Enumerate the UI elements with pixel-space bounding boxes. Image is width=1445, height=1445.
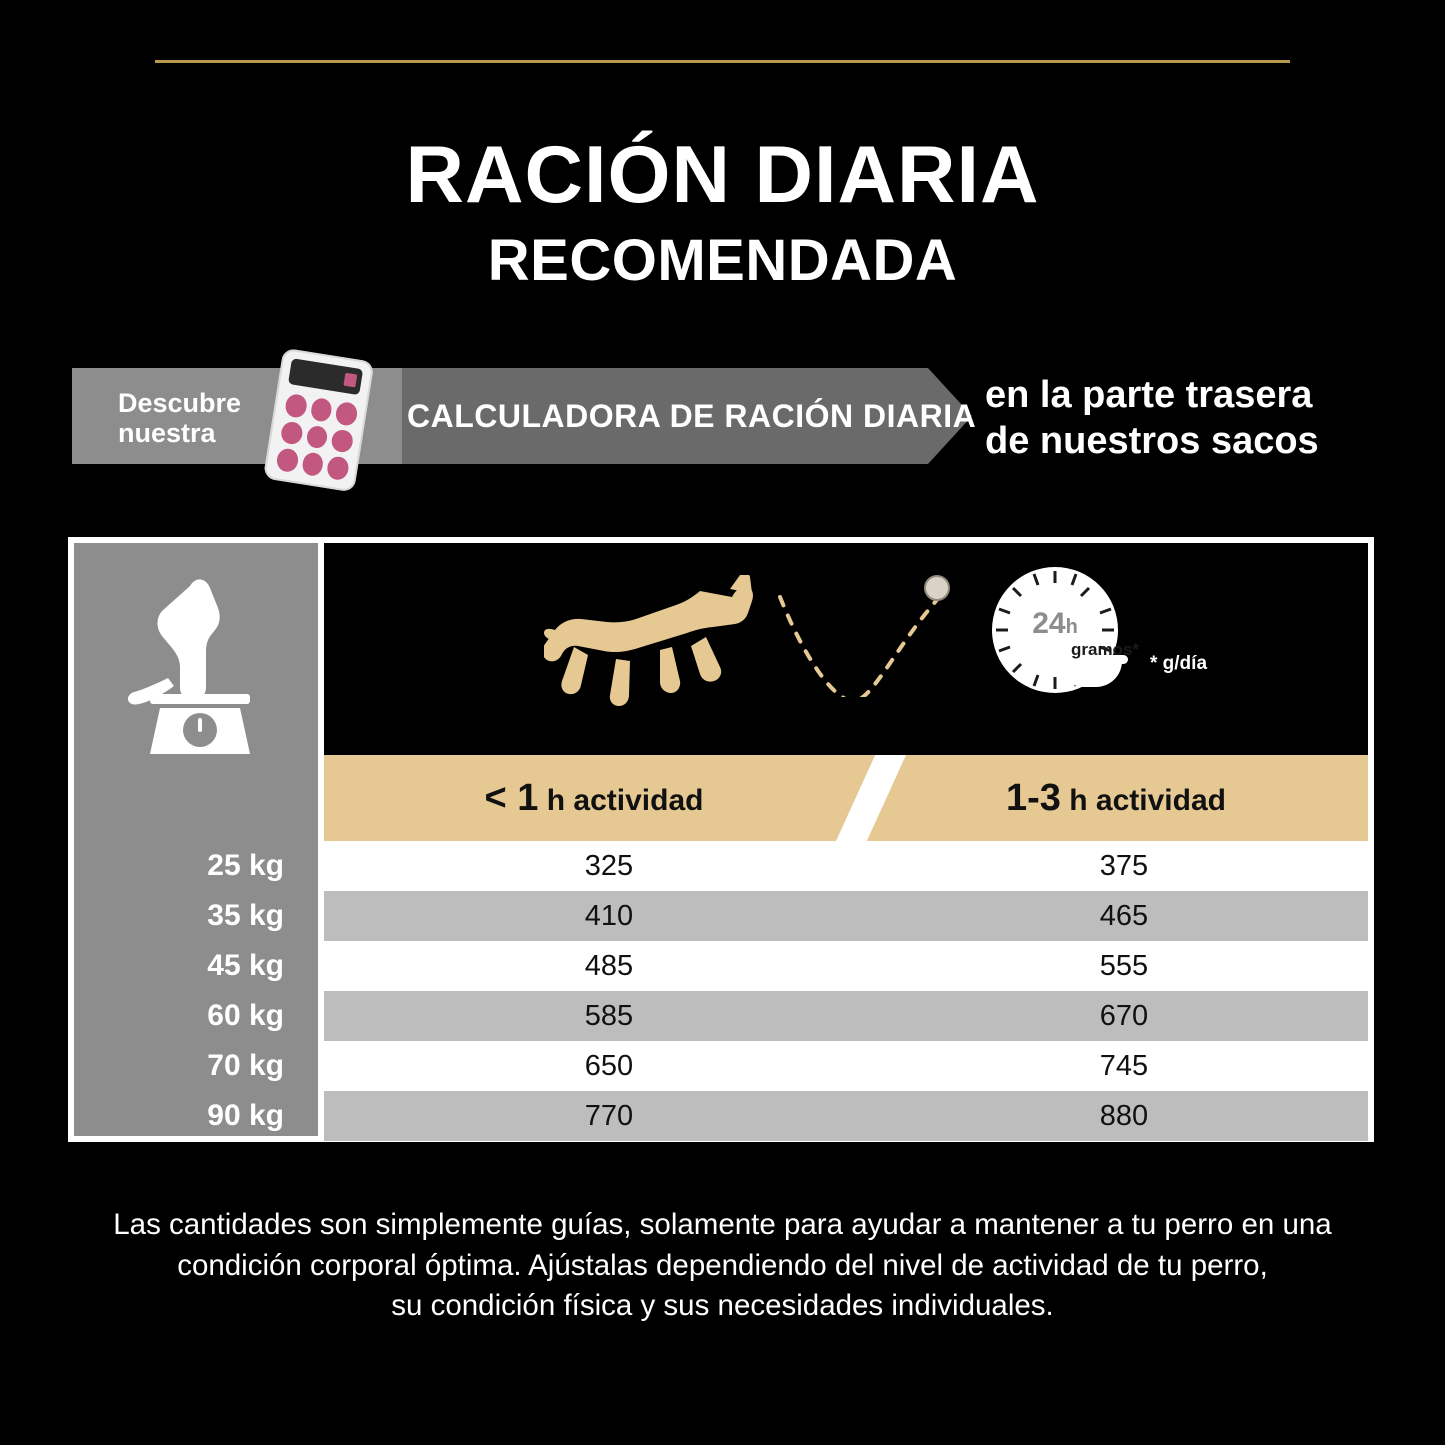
weight-cell: 35 kg	[207, 899, 284, 932]
activity-header-high-value: 1-3	[1006, 777, 1061, 819]
banner-side-note-line1: en la parte trasera	[985, 374, 1313, 416]
dog-on-scale-icon	[120, 568, 280, 768]
weight-cell: 90 kg	[207, 1099, 284, 1132]
calculator-key	[305, 424, 329, 450]
calculator-key	[280, 420, 304, 446]
calculator-key	[335, 401, 359, 427]
table-row	[324, 1041, 1368, 1091]
clock-label	[992, 607, 1118, 641]
feeding-table	[68, 537, 1374, 1142]
page-title: RACIÓN DIARIA	[405, 130, 1040, 220]
activity-header-low-label: h actividad	[538, 784, 704, 817]
calculator-keys	[275, 393, 358, 481]
banner-calculadora-text	[407, 398, 977, 435]
ration-low: 410	[584, 900, 634, 932]
ration-low: 325	[584, 850, 634, 882]
table-row	[324, 991, 1368, 1041]
data-rows	[324, 841, 1368, 1141]
ration-high: 465	[1099, 900, 1149, 932]
banner-calc-bold: DE RACIÓN DIARIA	[660, 398, 977, 434]
tennis-ball-icon	[924, 575, 950, 601]
table-right-panel	[324, 543, 1368, 1136]
ration-high: 375	[1099, 850, 1149, 882]
ration-low: 585	[584, 1000, 634, 1032]
calculator-key	[309, 397, 333, 423]
table-row	[324, 941, 1368, 991]
banner-side-note	[985, 372, 1415, 465]
activity-header-low	[324, 755, 864, 841]
weight-cell: 45 kg	[207, 949, 284, 982]
ration-low: 485	[584, 950, 634, 982]
activity-header-high	[864, 755, 1368, 841]
weight-column	[74, 543, 318, 1136]
bowl-label: gramos*	[1070, 640, 1140, 659]
calculator-key	[275, 448, 299, 474]
bowl-body	[1058, 661, 1122, 687]
footnote-line3: su condición física y sus necesidades individuales.	[391, 1289, 1054, 1323]
unit-note: * g/día	[1150, 653, 1208, 674]
hero-illustration	[324, 543, 1368, 755]
calculator-key	[301, 452, 325, 478]
clock-value: 24	[1032, 607, 1066, 640]
running-dog-icon	[544, 575, 774, 725]
ration-low: 650	[584, 1050, 634, 1082]
calculator-key	[326, 456, 350, 482]
ball-trajectory-icon	[776, 587, 956, 697]
calculator-banner	[72, 368, 977, 464]
footnote-line1: Las cantidades son simplemente guías, solamente para ayudar a mantener a tu perro en una	[113, 1208, 1332, 1241]
banner-descubre-line2: nuestra	[118, 418, 216, 449]
ration-high: 880	[1099, 1100, 1149, 1132]
footnote	[50, 1205, 1395, 1327]
clock-unit: h	[1065, 616, 1078, 638]
calculator-icon	[262, 348, 387, 503]
page-subtitle: RECOMENDADA	[487, 228, 958, 293]
banner-descubre-line1: Descubre	[118, 388, 242, 418]
table-row	[324, 841, 1368, 891]
weight-cell: 60 kg	[207, 999, 284, 1032]
banner-side-note-line2: de nuestros sacos	[985, 420, 1319, 463]
banner-calc-light: CALCULADORA	[407, 398, 661, 434]
calculator-body	[263, 348, 375, 493]
top-gold-divider	[155, 60, 1290, 63]
weight-cell: 70 kg	[207, 1049, 284, 1082]
table-row	[324, 891, 1368, 941]
table-row	[324, 1091, 1368, 1141]
calculator-key	[284, 393, 308, 419]
footnote-line2: condición corporal óptima. Ajústalas dependiendo del nivel de actividad de tu perro,	[177, 1248, 1268, 1282]
ration-high: 745	[1099, 1050, 1149, 1082]
activity-header-low-value: < 1	[484, 777, 539, 819]
calculator-screen	[288, 358, 363, 395]
ration-low: 770	[584, 1100, 634, 1132]
calculator-key	[330, 428, 354, 454]
weight-cells	[74, 841, 318, 1141]
ration-high: 670	[1099, 1000, 1149, 1032]
activity-header-high-label: h actividad	[1060, 784, 1226, 817]
weight-cell: 25 kg	[207, 849, 284, 882]
ration-high: 555	[1099, 950, 1149, 982]
